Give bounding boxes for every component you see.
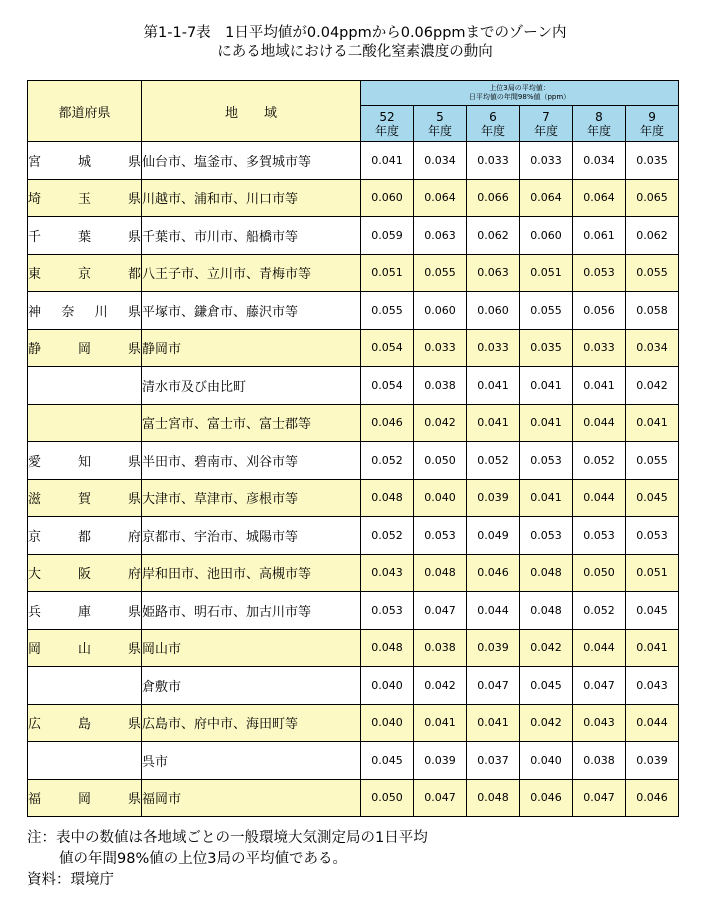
- prefecture-char: 玉: [77, 192, 91, 208]
- prefecture-char: 岡: [77, 792, 91, 808]
- value-cell: 0.044: [626, 704, 679, 742]
- table-row: [28, 179, 679, 217]
- area-cell: 姫路市、明石市、加古川市等: [142, 592, 361, 630]
- value-cell: 0.046: [361, 404, 414, 442]
- table-row: [28, 704, 679, 742]
- value-cell: 0.044: [467, 592, 520, 630]
- value-cell: 0.043: [626, 667, 679, 705]
- header-note-line-1: 上位3局の平均値：: [489, 84, 550, 92]
- table-row: [28, 329, 679, 367]
- table-row: [28, 667, 679, 705]
- value-cell: 0.041: [467, 704, 520, 742]
- prefecture-char: 岡: [28, 642, 42, 658]
- footnote-note-line-2: 値の年間98%値の上位3局の平均値である。: [59, 851, 347, 867]
- prefecture-cell: [28, 517, 142, 555]
- area-cell: 岸和田市、池田市、高槻市等: [142, 554, 361, 592]
- prefecture-char: 県: [127, 304, 141, 320]
- prefecture-char: 県: [127, 229, 141, 245]
- value-cell: 0.049: [467, 517, 520, 555]
- prefecture-char: 神: [28, 304, 42, 320]
- area-cell: 岡山市: [142, 629, 361, 667]
- header-year-number: 9: [648, 109, 656, 124]
- value-cell: 0.062: [467, 217, 520, 255]
- prefecture-cell: [28, 742, 142, 780]
- prefecture-cell: [28, 779, 142, 817]
- area-cell: 呉市: [142, 742, 361, 780]
- header-note-line-2: 日平均値の年間98%値（ppm）: [468, 93, 571, 101]
- value-cell: 0.041: [467, 404, 520, 442]
- value-cell: 0.045: [626, 592, 679, 630]
- value-cell: 0.047: [414, 592, 467, 630]
- value-cell: 0.059: [361, 217, 414, 255]
- value-cell: 0.047: [573, 667, 626, 705]
- prefecture-char: 東: [28, 267, 42, 283]
- value-cell: 0.039: [626, 742, 679, 780]
- table-row: [28, 629, 679, 667]
- title-line-2: にある地域における二酸化窒素濃度の動向: [217, 44, 493, 60]
- header-prefecture: 都道府県: [28, 81, 142, 142]
- value-cell: 0.039: [414, 742, 467, 780]
- prefecture-char: 愛: [28, 454, 42, 470]
- value-cell: 0.047: [467, 667, 520, 705]
- value-cell: 0.043: [573, 704, 626, 742]
- table-row: [28, 292, 679, 330]
- prefecture-char: 県: [127, 492, 141, 508]
- prefecture-char: 静: [28, 342, 42, 358]
- value-cell: 0.048: [361, 479, 414, 517]
- prefecture-cell: [28, 704, 142, 742]
- header-area: 地 域: [142, 81, 361, 142]
- value-cell: 0.055: [414, 254, 467, 292]
- prefecture-char: 山: [77, 642, 91, 658]
- value-cell: 0.035: [520, 329, 573, 367]
- value-cell: 0.039: [467, 629, 520, 667]
- value-cell: 0.034: [626, 329, 679, 367]
- header-year: [626, 106, 679, 142]
- prefecture-cell: [28, 292, 142, 330]
- value-cell: 0.064: [414, 179, 467, 217]
- value-cell: 0.050: [414, 442, 467, 480]
- table-row: [28, 254, 679, 292]
- prefecture-char: 京: [28, 529, 42, 545]
- prefecture-name: [28, 263, 141, 282]
- value-cell: 0.053: [573, 517, 626, 555]
- header-year: [573, 106, 626, 142]
- value-cell: 0.053: [520, 517, 573, 555]
- value-cell: 0.046: [520, 779, 573, 817]
- value-cell: 0.041: [414, 704, 467, 742]
- prefecture-char: 県: [127, 642, 141, 658]
- table-row: [28, 779, 679, 817]
- prefecture-char: 阪: [77, 567, 91, 583]
- table-body: [28, 142, 679, 817]
- value-cell: 0.041: [520, 479, 573, 517]
- header-year-unit: 年度: [427, 123, 452, 138]
- value-cell: 0.041: [361, 142, 414, 180]
- value-cell: 0.055: [361, 292, 414, 330]
- area-cell: 平塚市、鎌倉市、藤沢市等: [142, 292, 361, 330]
- prefecture-char: 県: [127, 192, 141, 208]
- value-cell: 0.048: [467, 779, 520, 817]
- value-cell: 0.062: [626, 217, 679, 255]
- prefecture-name: [28, 151, 141, 170]
- table-row: [28, 367, 679, 405]
- header-year-number: 52: [379, 109, 395, 124]
- prefecture-cell: [28, 142, 142, 180]
- prefecture-name: [28, 338, 141, 357]
- prefecture-char: 葉: [77, 229, 91, 245]
- prefecture-name: [28, 188, 141, 207]
- value-cell: 0.044: [573, 629, 626, 667]
- prefecture-char: 滋: [28, 492, 42, 508]
- prefecture-char: 県: [127, 342, 141, 358]
- value-cell: 0.041: [520, 367, 573, 405]
- area-cell: 八王子市、立川市、青梅市等: [142, 254, 361, 292]
- area-cell: 富士宮市、富士市、富士郡等: [142, 404, 361, 442]
- value-cell: 0.041: [573, 367, 626, 405]
- value-cell: 0.064: [520, 179, 573, 217]
- header-year: [467, 106, 520, 142]
- value-cell: 0.063: [467, 254, 520, 292]
- table-row: [28, 217, 679, 255]
- header-year-unit: 年度: [480, 123, 505, 138]
- table-row: [28, 517, 679, 555]
- value-cell: 0.053: [414, 517, 467, 555]
- prefecture-char: 県: [127, 604, 141, 620]
- value-cell: 0.042: [414, 667, 467, 705]
- value-cell: 0.064: [573, 179, 626, 217]
- value-cell: 0.060: [414, 292, 467, 330]
- table-row: [28, 142, 679, 180]
- prefecture-char: 都: [127, 267, 141, 283]
- value-cell: 0.051: [626, 554, 679, 592]
- prefecture-cell: [28, 592, 142, 630]
- value-cell: 0.052: [361, 517, 414, 555]
- prefecture-name: [28, 451, 141, 470]
- area-cell: 広島市、府中市、海田町等: [142, 704, 361, 742]
- prefecture-name: [28, 526, 141, 545]
- value-cell: 0.047: [414, 779, 467, 817]
- value-cell: 0.052: [573, 442, 626, 480]
- prefecture-name: [28, 488, 141, 507]
- value-cell: 0.052: [467, 442, 520, 480]
- prefecture-char: 宮: [28, 154, 42, 170]
- value-cell: 0.044: [573, 404, 626, 442]
- value-cell: 0.046: [467, 554, 520, 592]
- value-cell: 0.033: [467, 142, 520, 180]
- prefecture-char: 府: [127, 529, 141, 545]
- value-cell: 0.035: [626, 142, 679, 180]
- footnote: [27, 828, 428, 891]
- prefecture-char: 県: [127, 717, 141, 733]
- title-line-1: 第1-1-7表 1日平均値が0.04ppmから0.06ppmまでのゾーン内: [143, 25, 567, 41]
- value-cell: 0.053: [626, 517, 679, 555]
- header-year-number: 8: [595, 109, 603, 124]
- header-value-note: [361, 81, 679, 106]
- prefecture-char: 都: [77, 529, 91, 545]
- header-year-unit: 年度: [586, 123, 611, 138]
- table-row: [28, 479, 679, 517]
- prefecture-char: 県: [127, 454, 141, 470]
- value-cell: 0.041: [467, 367, 520, 405]
- table-row: [28, 442, 679, 480]
- value-cell: 0.034: [573, 142, 626, 180]
- prefecture-cell: [28, 479, 142, 517]
- prefecture-name: [28, 713, 141, 732]
- value-cell: 0.055: [520, 292, 573, 330]
- value-cell: 0.040: [414, 479, 467, 517]
- value-cell: 0.066: [467, 179, 520, 217]
- value-cell: 0.046: [626, 779, 679, 817]
- prefecture-name: [28, 226, 141, 245]
- value-cell: 0.039: [467, 479, 520, 517]
- value-cell: 0.041: [626, 629, 679, 667]
- value-cell: 0.043: [361, 554, 414, 592]
- prefecture-char: 知: [77, 454, 91, 470]
- prefecture-char: 埼: [28, 192, 42, 208]
- prefecture-char: 川: [94, 304, 108, 320]
- value-cell: 0.058: [626, 292, 679, 330]
- prefecture-char: 大: [28, 567, 42, 583]
- header-year-unit: 年度: [374, 123, 399, 138]
- header-year-number: 7: [542, 109, 550, 124]
- table-title: [0, 24, 710, 62]
- prefecture-char: 庫: [77, 604, 91, 620]
- prefecture-char: 府: [127, 567, 141, 583]
- prefecture-cell: [28, 329, 142, 367]
- value-cell: 0.051: [361, 254, 414, 292]
- area-cell: 大津市、草津市、彦根市等: [142, 479, 361, 517]
- value-cell: 0.042: [520, 704, 573, 742]
- value-cell: 0.050: [573, 554, 626, 592]
- value-cell: 0.042: [414, 404, 467, 442]
- value-cell: 0.048: [520, 554, 573, 592]
- prefecture-name: [28, 601, 141, 620]
- prefecture-cell: [28, 217, 142, 255]
- value-cell: 0.040: [361, 704, 414, 742]
- table-row: [28, 404, 679, 442]
- no2-trend-table: [27, 80, 679, 817]
- prefecture-cell: [28, 442, 142, 480]
- prefecture-char: 県: [127, 792, 141, 808]
- area-cell: 仙台市、塩釜市、多賀城市等: [142, 142, 361, 180]
- header-year-unit: 年度: [640, 123, 665, 138]
- value-cell: 0.045: [520, 667, 573, 705]
- value-cell: 0.053: [361, 592, 414, 630]
- value-cell: 0.044: [573, 479, 626, 517]
- table-row: [28, 554, 679, 592]
- value-cell: 0.060: [520, 217, 573, 255]
- value-cell: 0.052: [361, 442, 414, 480]
- prefecture-char: 千: [28, 229, 42, 245]
- value-cell: 0.053: [520, 442, 573, 480]
- prefecture-char: 福: [28, 792, 42, 808]
- value-cell: 0.053: [573, 254, 626, 292]
- value-cell: 0.033: [467, 329, 520, 367]
- prefecture-char: 岡: [77, 342, 91, 358]
- prefecture-name: [28, 638, 141, 657]
- prefecture-cell: [28, 667, 142, 705]
- value-cell: 0.038: [414, 367, 467, 405]
- prefecture-cell: [28, 554, 142, 592]
- value-cell: 0.063: [414, 217, 467, 255]
- header-year-number: 6: [489, 109, 497, 124]
- value-cell: 0.033: [414, 329, 467, 367]
- prefecture-char: 広: [28, 717, 42, 733]
- area-cell: 半田市、碧南市、刈谷市等: [142, 442, 361, 480]
- area-cell: 静岡市: [142, 329, 361, 367]
- value-cell: 0.038: [414, 629, 467, 667]
- footnote-note-line-1: 注：表中の数値は各地域ごとの一般環境大気測定局の1日平均: [27, 830, 428, 846]
- value-cell: 0.048: [414, 554, 467, 592]
- table-row: [28, 742, 679, 780]
- value-cell: 0.045: [626, 479, 679, 517]
- prefecture-name: [28, 563, 141, 582]
- prefecture-char: 島: [77, 717, 91, 733]
- footnote-source: 資料：環境庁: [27, 872, 114, 888]
- area-cell: 清水市及び由比町: [142, 367, 361, 405]
- value-cell: 0.033: [520, 142, 573, 180]
- value-cell: 0.042: [520, 629, 573, 667]
- area-cell: 川越市、浦和市、川口市等: [142, 179, 361, 217]
- prefecture-char: 賀: [77, 492, 91, 508]
- prefecture-cell: [28, 367, 142, 405]
- header-year-number: 5: [436, 109, 444, 124]
- prefecture-char: 京: [77, 267, 91, 283]
- value-cell: 0.041: [626, 404, 679, 442]
- value-cell: 0.041: [520, 404, 573, 442]
- value-cell: 0.060: [361, 179, 414, 217]
- area-cell: 千葉市、市川市、船橋市等: [142, 217, 361, 255]
- prefecture-cell: [28, 629, 142, 667]
- value-cell: 0.051: [520, 254, 573, 292]
- value-cell: 0.033: [573, 329, 626, 367]
- value-cell: 0.038: [573, 742, 626, 780]
- header-year: [414, 106, 467, 142]
- table-row: [28, 592, 679, 630]
- value-cell: 0.047: [573, 779, 626, 817]
- value-cell: 0.048: [520, 592, 573, 630]
- area-cell: 倉敷市: [142, 667, 361, 705]
- value-cell: 0.045: [361, 742, 414, 780]
- value-cell: 0.048: [361, 629, 414, 667]
- value-cell: 0.037: [467, 742, 520, 780]
- prefecture-char: 県: [127, 154, 141, 170]
- area-cell: 京都市、宇治市、城陽市等: [142, 517, 361, 555]
- value-cell: 0.054: [361, 329, 414, 367]
- prefecture-name: [28, 788, 141, 807]
- prefecture-name: [28, 301, 141, 320]
- header-year: [520, 106, 573, 142]
- value-cell: 0.060: [467, 292, 520, 330]
- value-cell: 0.056: [573, 292, 626, 330]
- value-cell: 0.052: [573, 592, 626, 630]
- value-cell: 0.065: [626, 179, 679, 217]
- prefecture-char: 城: [77, 154, 91, 170]
- value-cell: 0.050: [361, 779, 414, 817]
- header-year-unit: 年度: [533, 123, 558, 138]
- value-cell: 0.034: [414, 142, 467, 180]
- value-cell: 0.055: [626, 254, 679, 292]
- header-year: [361, 106, 414, 142]
- value-cell: 0.042: [626, 367, 679, 405]
- prefecture-char: 兵: [28, 604, 42, 620]
- value-cell: 0.055: [626, 442, 679, 480]
- value-cell: 0.040: [520, 742, 573, 780]
- area-cell: 福岡市: [142, 779, 361, 817]
- prefecture-cell: [28, 404, 142, 442]
- value-cell: 0.040: [361, 667, 414, 705]
- value-cell: 0.061: [573, 217, 626, 255]
- prefecture-cell: [28, 254, 142, 292]
- prefecture-char: 奈: [61, 304, 75, 320]
- prefecture-cell: [28, 179, 142, 217]
- value-cell: 0.054: [361, 367, 414, 405]
